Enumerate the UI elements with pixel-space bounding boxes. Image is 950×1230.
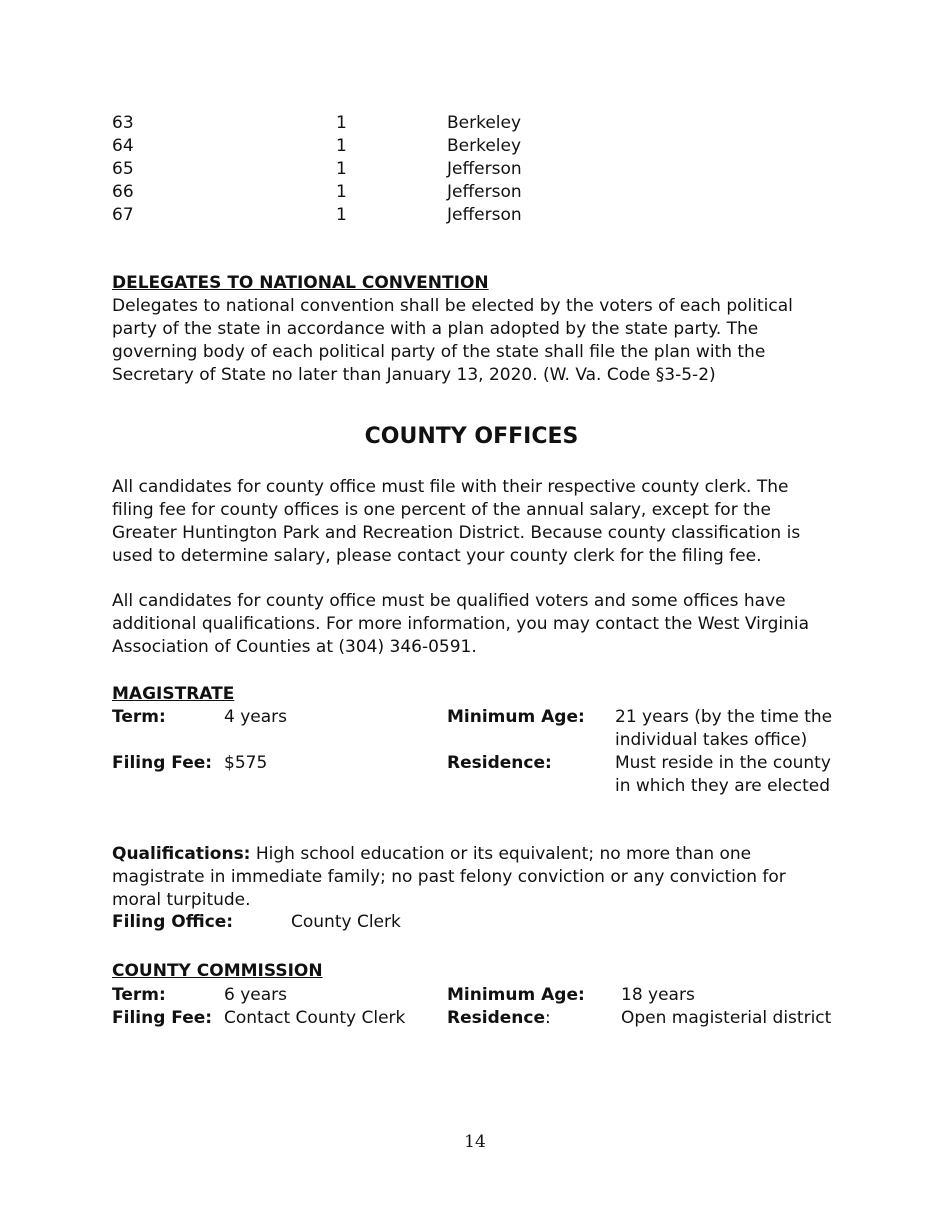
commission-fee-label: Filing Fee: [112,1008,213,1028]
district-number: 67 [112,205,134,225]
commission-age-value: 18 years [621,985,695,1005]
county-offices-paragraph-1: All candidates for county office must file with their respective county clerk. The filing fee for county offices is one percent of the annual salary, except for the Greater Huntington Park and Recreation District. Because county classification is used to determine salary, please contact your county clerk for the filing fee. [112,477,801,566]
table-row [112,112,832,135]
commission-heading: COUNTY COMMISSION [112,961,323,981]
table-row [112,181,832,204]
qualifications-label: Qualifications: [112,844,251,864]
magistrate-residence-label: Residence: [447,753,552,773]
county-name: Jefferson [447,159,522,179]
magistrate-term-label: Term: [112,707,166,727]
district-number: 64 [112,136,134,156]
district-number: 65 [112,159,134,179]
residence-colon: : [544,1008,551,1028]
delegate-count: 1 [336,113,347,133]
magistrate-heading: MAGISTRATE [112,684,235,704]
qualifications-text: High school education or its equivalent; no more than one magistrate in immediate family; no past felony conviction or any conviction for moral turpitude. [112,844,786,910]
magistrate-age-label: Minimum Age: [447,707,585,727]
table-row [112,204,832,227]
delegate-count: 1 [336,159,347,179]
commission-term-label: Term: [112,985,166,1005]
district-number: 63 [112,113,134,133]
page-number: 14 [464,1132,486,1152]
delegate-count: 1 [336,182,347,202]
delegates-heading: DELEGATES TO NATIONAL CONVENTION [112,273,489,293]
magistrate-fee-value: $575 [224,753,268,773]
commission-residence-label [447,1007,551,1030]
delegate-count: 1 [336,205,347,225]
filing-office-value: County Clerk [291,912,401,932]
page-title: COUNTY OFFICES [364,424,579,449]
delegates-paragraph: Delegates to national convention shall be elected by the voters of each political party of the state in accordance with a plan adopted by the state party. The governing body of each political party of the state shall file the plan with the Secretary of State no later than January 13, 2020. (W. Va. Code §3-5-2) [112,296,793,385]
county-name: Berkeley [447,136,522,156]
magistrate-qualifications [112,843,822,912]
magistrate-fee-label: Filing Fee: [112,753,213,773]
county-name: Jefferson [447,205,522,225]
commission-age-label: Minimum Age: [447,985,585,1005]
county-name: Jefferson [447,182,522,202]
filing-office-label: Filing Office: [112,912,234,932]
delegate-count: 1 [336,136,347,156]
magistrate-residence-value: Must reside in the county in which they are elected [615,753,831,796]
table-row [112,158,832,181]
district-number: 66 [112,182,134,202]
magistrate-term-value: 4 years [224,707,288,727]
commission-residence-value: Open magisterial district [621,1008,832,1028]
commission-fee-value: Contact County Clerk [224,1008,406,1028]
magistrate-age-value: 21 years (by the time the individual takes office) [615,707,833,750]
residence-label-text: Residence [447,1008,545,1028]
commission-term-value: 6 years [224,985,288,1005]
county-name: Berkeley [447,113,522,133]
table-row [112,135,832,158]
county-offices-paragraph-2: All candidates for county office must be qualified voters and some offices have additional qualifications. For more information, you may contact the West Virginia Association of Counties at (304) 346-0591. [112,591,809,657]
